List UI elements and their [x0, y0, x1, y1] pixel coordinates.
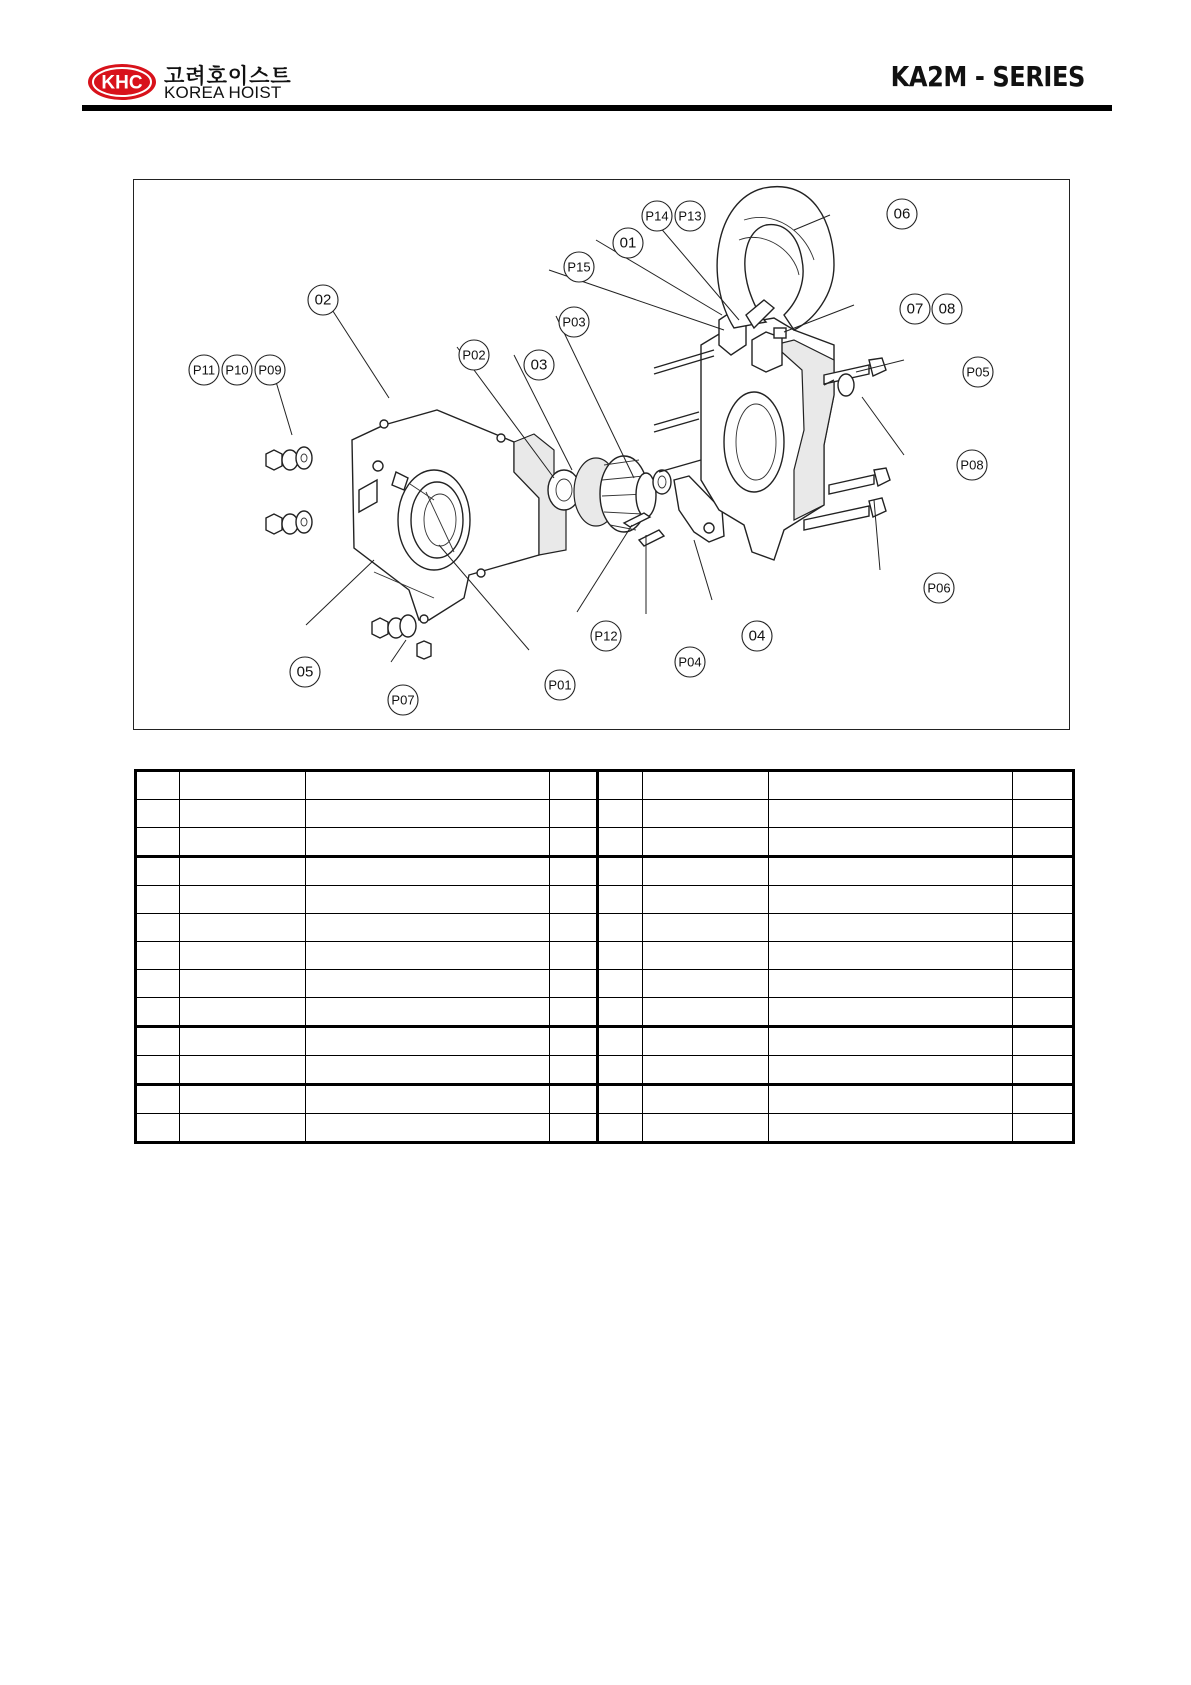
callout-04	[742, 621, 772, 651]
callout-p11	[189, 355, 219, 385]
table-row	[136, 998, 1074, 1027]
callout-01	[613, 228, 643, 258]
table-row	[136, 1085, 1074, 1114]
table-row	[136, 857, 1074, 886]
callout-text: P12	[594, 628, 618, 644]
callout-02	[308, 285, 338, 315]
callout-text: P14	[645, 208, 669, 224]
header-divider	[82, 105, 1112, 111]
callout-text: P10	[225, 362, 249, 378]
callout-text: P03	[562, 314, 586, 330]
logo-korean-name: 고려호이스트	[164, 65, 292, 88]
diagram-drawing	[134, 180, 1071, 731]
callout-text: P09	[258, 362, 282, 378]
callout-text: P15	[567, 259, 591, 275]
table-row	[136, 942, 1074, 970]
callout-p05	[963, 357, 993, 387]
callout-text: 05	[296, 663, 314, 681]
table-row	[136, 1114, 1074, 1143]
callout-text: P11	[192, 362, 216, 378]
callout-text: P08	[960, 457, 984, 473]
callout-p01	[545, 670, 575, 700]
series-title: KA2M - SERIES	[890, 60, 1085, 93]
table-row	[136, 800, 1074, 828]
table-row	[136, 886, 1074, 914]
callout-text: 06	[893, 205, 911, 223]
callout-p15	[564, 252, 594, 282]
callout-05	[290, 657, 320, 687]
callout-text: 01	[619, 234, 637, 252]
company-logo	[86, 60, 296, 104]
callout-p14	[642, 201, 672, 231]
exploded-parts-diagram	[133, 179, 1070, 730]
callout-text: 08	[938, 300, 956, 318]
callout-p03	[559, 307, 589, 337]
callout-p13	[675, 201, 705, 231]
callout-p09	[255, 355, 285, 385]
callout-03	[524, 350, 554, 380]
callout-text: 04	[748, 627, 766, 645]
callout-p02	[459, 340, 489, 370]
callout-07	[900, 294, 930, 324]
table-row	[136, 1056, 1074, 1085]
callout-p12	[591, 621, 621, 651]
khc-logo-icon	[86, 62, 158, 102]
table-row	[136, 914, 1074, 942]
callout-p04	[675, 647, 705, 677]
callout-p07	[388, 685, 418, 715]
callout-text: P02	[462, 347, 486, 363]
logo-mark-text: KHC	[101, 72, 143, 94]
callout-text: 03	[530, 356, 548, 374]
table-row	[136, 1027, 1074, 1056]
callout-08	[932, 294, 962, 324]
callout-p08	[957, 450, 987, 480]
parts-list-table	[134, 769, 1075, 1144]
callout-text: 02	[314, 291, 332, 309]
callout-text: 07	[906, 300, 924, 318]
table-row	[136, 970, 1074, 998]
callout-text: P01	[548, 677, 572, 693]
callout-p10	[222, 355, 252, 385]
callout-text: P06	[927, 580, 951, 596]
callout-text: P05	[966, 364, 990, 380]
callout-text: P04	[678, 654, 702, 670]
callout-06	[887, 199, 917, 229]
callout-text: P07	[391, 692, 415, 708]
logo-english-name: KOREA HOIST	[164, 83, 282, 102]
table-row	[136, 828, 1074, 857]
callout-p06	[924, 573, 954, 603]
side-plate-02-drawing	[352, 410, 566, 623]
table-row	[136, 771, 1074, 800]
callout-text: P13	[678, 208, 702, 224]
